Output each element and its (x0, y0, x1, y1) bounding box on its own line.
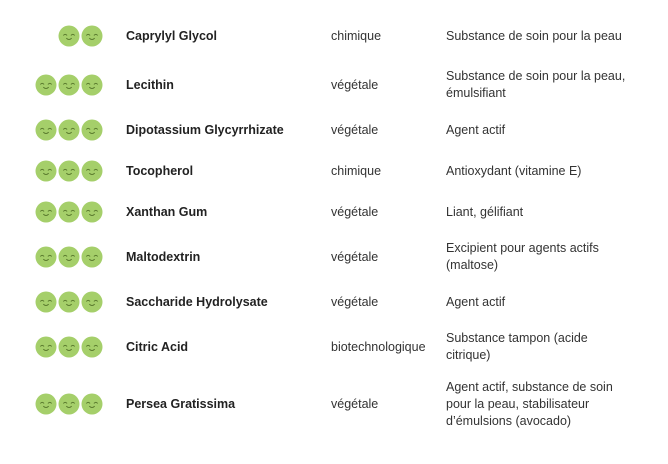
rating (33, 336, 103, 358)
ingredient-name: Saccharide Hydrolysate (126, 295, 268, 309)
smiley-face-icon (81, 246, 103, 268)
ingredient-row (0, 151, 668, 191)
smiley-face-icon (81, 160, 103, 182)
ingredient-origin: biotechnologique (331, 340, 426, 354)
ingredient-name: Lecithin (126, 78, 174, 92)
ingredient-row (0, 232, 668, 282)
smiley-face-icon (35, 160, 57, 182)
rating (33, 291, 103, 313)
smiley-face-icon (81, 291, 103, 313)
smiley-face-icon (58, 160, 80, 182)
smiley-face-icon (35, 246, 57, 268)
ingredient-function: Substance de soin pour la peau (446, 28, 622, 43)
smiley-face-icon (35, 201, 57, 223)
ingredient-name: Citric Acid (126, 340, 189, 354)
ingredient-function: Substance de soin pour la peau, émulsifiant (446, 69, 626, 100)
ingredient-name: Maltodextrin (126, 250, 201, 264)
ingredient-name: Tocopherol (126, 164, 194, 178)
ingredient-function: Liant, gélifiant (446, 204, 524, 219)
smiley-face-icon (81, 201, 103, 223)
smiley-face-icon (58, 25, 80, 47)
ingredient-origin: chimique (331, 29, 382, 43)
ingredient-name: Caprylyl Glycol (126, 29, 218, 43)
rating (33, 74, 103, 96)
rating (33, 160, 103, 182)
ingredient-origin: végétale (331, 397, 379, 411)
rating (33, 25, 103, 47)
ingredient-origin: végétale (331, 295, 379, 309)
smiley-face-icon (58, 336, 80, 358)
ingredient-row (0, 372, 668, 436)
ingredient-function: Agent actif (446, 122, 506, 137)
ingredient-row (0, 192, 668, 232)
smiley-face-icon (81, 74, 103, 96)
ingredient-origin: végétale (331, 123, 379, 137)
smiley-face-icon (35, 393, 57, 415)
rating (33, 393, 103, 415)
rating (33, 119, 103, 141)
smiley-face-icon (81, 119, 103, 141)
ingredient-function: Antioxydant (vitamine E) (446, 163, 582, 178)
ingredient-row (0, 110, 668, 150)
smiley-face-icon (58, 201, 80, 223)
ingredient-origin: végétale (331, 205, 379, 219)
ingredient-row (0, 282, 668, 322)
ingredient-function: Excipient pour agents actifs (maltose) (446, 241, 599, 272)
ingredient-name: Dipotassium Glycyrrhizate (126, 123, 284, 137)
ingredient-name: Persea Gratissima (126, 397, 236, 411)
ingredient-row (0, 60, 668, 110)
smiley-face-icon (81, 336, 103, 358)
ingredient-function: Agent actif, substance de soin pour la peau, stabilisateur d’émulsions (avocado) (446, 379, 613, 428)
smiley-face-icon (81, 393, 103, 415)
ingredient-origin: végétale (331, 250, 379, 264)
smiley-face-icon (35, 119, 57, 141)
ingredient-function: Substance tampon (acide citrique) (446, 331, 588, 362)
smiley-face-icon (58, 74, 80, 96)
smiley-face-icon (35, 291, 57, 313)
smiley-face-icon (58, 246, 80, 268)
smiley-face-icon (58, 291, 80, 313)
ingredient-function: Agent actif (446, 294, 506, 309)
smiley-face-icon (58, 393, 80, 415)
ingredient-origin: végétale (331, 78, 379, 92)
ingredient-row (0, 322, 668, 372)
smiley-face-icon (35, 74, 57, 96)
ingredient-name: Xanthan Gum (126, 205, 208, 219)
rating (33, 201, 103, 223)
smiley-face-icon (81, 25, 103, 47)
smiley-face-icon (35, 336, 57, 358)
rating (33, 246, 103, 268)
smiley-face-icon (58, 119, 80, 141)
ingredient-origin: chimique (331, 164, 382, 178)
